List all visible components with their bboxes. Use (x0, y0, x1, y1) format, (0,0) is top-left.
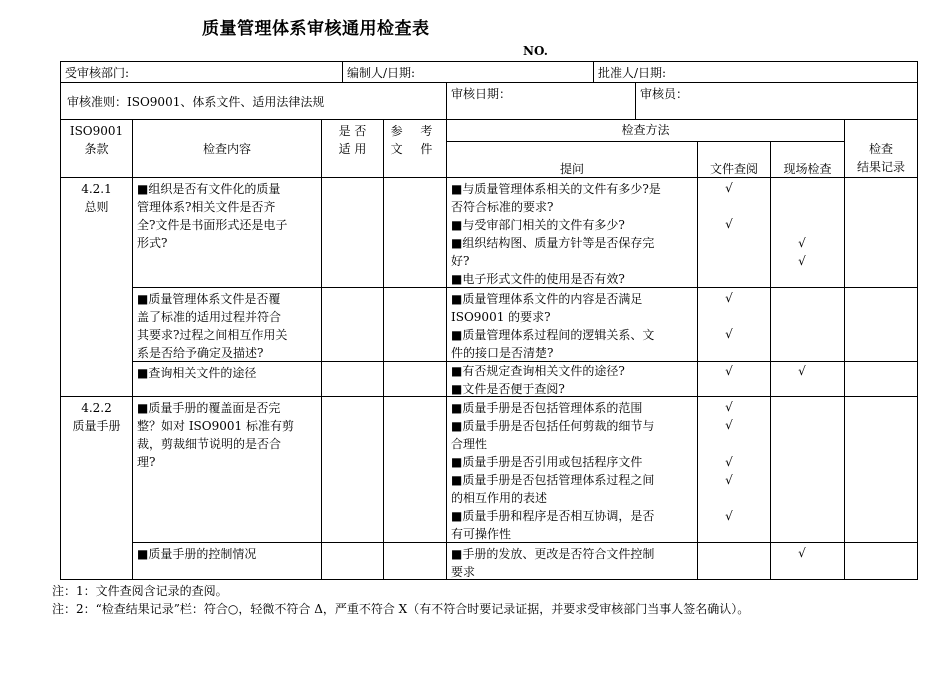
content-cell (132, 542, 322, 580)
method-header (446, 119, 845, 142)
result-cell (844, 361, 918, 397)
clause-cell-4-2-1 (60, 177, 133, 397)
doc-review-check-mark: √ (725, 509, 733, 523)
applicable-header-line2: 适 用 (338, 142, 367, 156)
result-header (844, 119, 918, 178)
applicable-header-line1: 是 否 (338, 124, 367, 138)
site-check-cell (770, 396, 845, 543)
applicable-cell (321, 287, 384, 362)
audit-date-cell (446, 82, 636, 120)
auditor-cell (635, 82, 918, 120)
question-cell (446, 542, 698, 580)
doc-review-check-mark: √ (725, 291, 733, 305)
doc-review-check-mark: √ (725, 400, 733, 414)
question-line: ■文件是否便于查阅? (451, 382, 565, 396)
site-check-cell (770, 177, 845, 288)
clause-header-line2: 条款 (84, 142, 109, 156)
audit-criteria-label: 审核准则：ISO9001、体系文件、适用法律法规 (67, 95, 325, 109)
question-cell (446, 177, 698, 288)
content-line: 管理体系?相关文件是否齐 (137, 200, 276, 214)
prepared-by-cell (342, 61, 594, 83)
result-cell (844, 177, 918, 288)
content-cell (132, 361, 322, 397)
doc-review-check-mark: √ (725, 473, 733, 487)
audit-date-label: 审核日期： (451, 87, 512, 101)
page-title: 质量管理体系审核通用检查表 (202, 19, 430, 39)
site-check-check-mark: √ (798, 364, 806, 378)
content-line: ■组织是否有文件化的质量 (137, 182, 281, 196)
clause-number: 4.2.2 (81, 401, 112, 415)
question-line: ■与质量管理体系相关的文件有多少?是 (451, 182, 661, 196)
prepared-by-label: 编制人/日期: (347, 66, 416, 80)
clause-name: 质量手册 (72, 419, 121, 433)
question-cell (446, 287, 698, 362)
site-check-cell (770, 287, 845, 362)
question-header (446, 141, 698, 178)
content-line: 其要求?过程之间相互作用关 (137, 328, 288, 342)
site-check-check-mark: √ (798, 254, 806, 268)
question-line: ■质量管理体系文件的内容是否满足 (451, 292, 643, 306)
applicable-header (321, 119, 384, 178)
result-cell (844, 396, 918, 543)
question-line: ■手册的发放、更改是否符合文件控制 (451, 547, 655, 561)
question-line: ■有否规定查询相关文件的途径? (451, 364, 625, 378)
question-line: 件的接口是否清楚? (451, 346, 554, 360)
note-2: 注：2：“检查结果记录”栏：符合○，轻微不符合 Δ，严重不符合 X（有不符合时要记录证据，并要求受审核部门当事人签名确认）。 (52, 602, 750, 616)
reference-cell (383, 177, 447, 288)
method-header-label: 检查方法 (621, 123, 670, 137)
approved-by-cell (593, 61, 918, 83)
document-number-label: NO. (523, 44, 548, 58)
content-cell (132, 287, 322, 362)
content-header (132, 119, 322, 178)
reference-header-line2: 文 件 (390, 142, 440, 156)
doc-review-check-mark: √ (725, 418, 733, 432)
site-check-header (770, 141, 845, 178)
reference-header-line1: 参 考 (390, 124, 440, 138)
content-line: 理? (137, 455, 156, 469)
question-line: ■组织结构图、质量方针等是否保存完 (451, 236, 655, 250)
clause-header (60, 119, 133, 178)
question-line: 的相互作用的表述 (451, 491, 548, 505)
question-line: 否符合标准的要求? (451, 200, 554, 214)
question-line: ■质量手册和程序是否相互协调，是否 (451, 509, 655, 523)
doc-review-check-mark: √ (725, 364, 733, 378)
content-line: 裁，剪裁细节说明的是否合 (137, 437, 282, 451)
content-line: ■查询相关文件的途径 (137, 366, 257, 380)
result-header-line1: 检查 (868, 142, 893, 156)
clause-cell-4-2-2 (60, 396, 133, 580)
content-header-label: 检查内容 (202, 142, 251, 156)
content-line: 盖了标准的适用过程并符合 (137, 310, 282, 324)
question-line: ■与受审部门相关的文件有多少? (451, 218, 625, 232)
question-line: ■质量管理体系过程间的逻辑关系、文 (451, 328, 655, 342)
question-line: 合理性 (451, 437, 488, 451)
content-line: ■质量管理体系文件是否覆 (137, 292, 281, 306)
question-line: 好? (451, 254, 470, 268)
content-line: ■质量手册的覆盖面是否完 (137, 401, 281, 415)
clause-name: 总则 (84, 200, 109, 214)
reference-cell (383, 287, 447, 362)
question-header-label: 提问 (559, 162, 584, 176)
doc-review-check-mark: √ (725, 455, 733, 469)
audit-criteria-cell (60, 82, 447, 120)
result-header-line2: 结果记录 (856, 160, 905, 174)
auditor-label: 审核员： (640, 87, 689, 101)
content-line: 整？如对 ISO9001 标准有剪 (137, 419, 294, 433)
reference-cell (383, 542, 447, 580)
doc-review-check-mark: √ (725, 217, 733, 231)
audited-department-cell (60, 61, 343, 83)
doc-review-header (697, 141, 771, 178)
question-line: ■质量手册是否包括管理体系的范围 (451, 401, 643, 415)
approved-by-label: 批准人/日期: (598, 66, 667, 80)
question-cell (446, 396, 698, 543)
content-line: 形式? (137, 236, 168, 250)
reference-header (383, 119, 447, 178)
content-line: ■质量手册的控制情况 (137, 547, 257, 561)
question-line: ■质量手册是否包括管理体系过程之间 (451, 473, 655, 487)
question-line: ■质量手册是否引用或包括程序文件 (451, 455, 643, 469)
site-check-check-mark: √ (798, 546, 806, 560)
question-line: 有可操作性 (451, 527, 512, 541)
reference-cell (383, 361, 447, 397)
clause-header-line1: ISO9001 (69, 124, 124, 138)
audited-department-label: 受审核部门: (65, 66, 130, 80)
result-cell (844, 542, 918, 580)
result-cell (844, 287, 918, 362)
question-line: ■电子形式文件的使用是否有效? (451, 272, 625, 286)
note-1: 注：1：文件查阅含记录的查阅。 (52, 584, 228, 598)
clause-number: 4.2.1 (81, 182, 112, 196)
content-cell (132, 177, 322, 288)
reference-cell (383, 396, 447, 543)
content-cell (132, 396, 322, 543)
question-line: ■质量手册是否包括任何剪裁的细节与 (451, 419, 655, 433)
question-cell (446, 361, 698, 397)
site-check-header-label: 现场检查 (783, 162, 832, 176)
question-line: 要求 (451, 565, 476, 579)
applicable-cell (321, 396, 384, 543)
applicable-cell (321, 542, 384, 580)
doc-review-check-mark: √ (725, 181, 733, 195)
applicable-cell (321, 361, 384, 397)
question-line: ISO9001 的要求? (451, 310, 551, 324)
doc-review-header-label: 文件查阅 (709, 162, 758, 176)
applicable-cell (321, 177, 384, 288)
content-line: 全?文件是书面形式还是电子 (137, 218, 288, 232)
content-line: 系是否给予确定及描述? (137, 346, 264, 360)
doc-review-cell (697, 542, 771, 580)
site-check-check-mark: √ (798, 236, 806, 250)
doc-review-check-mark: √ (725, 327, 733, 341)
